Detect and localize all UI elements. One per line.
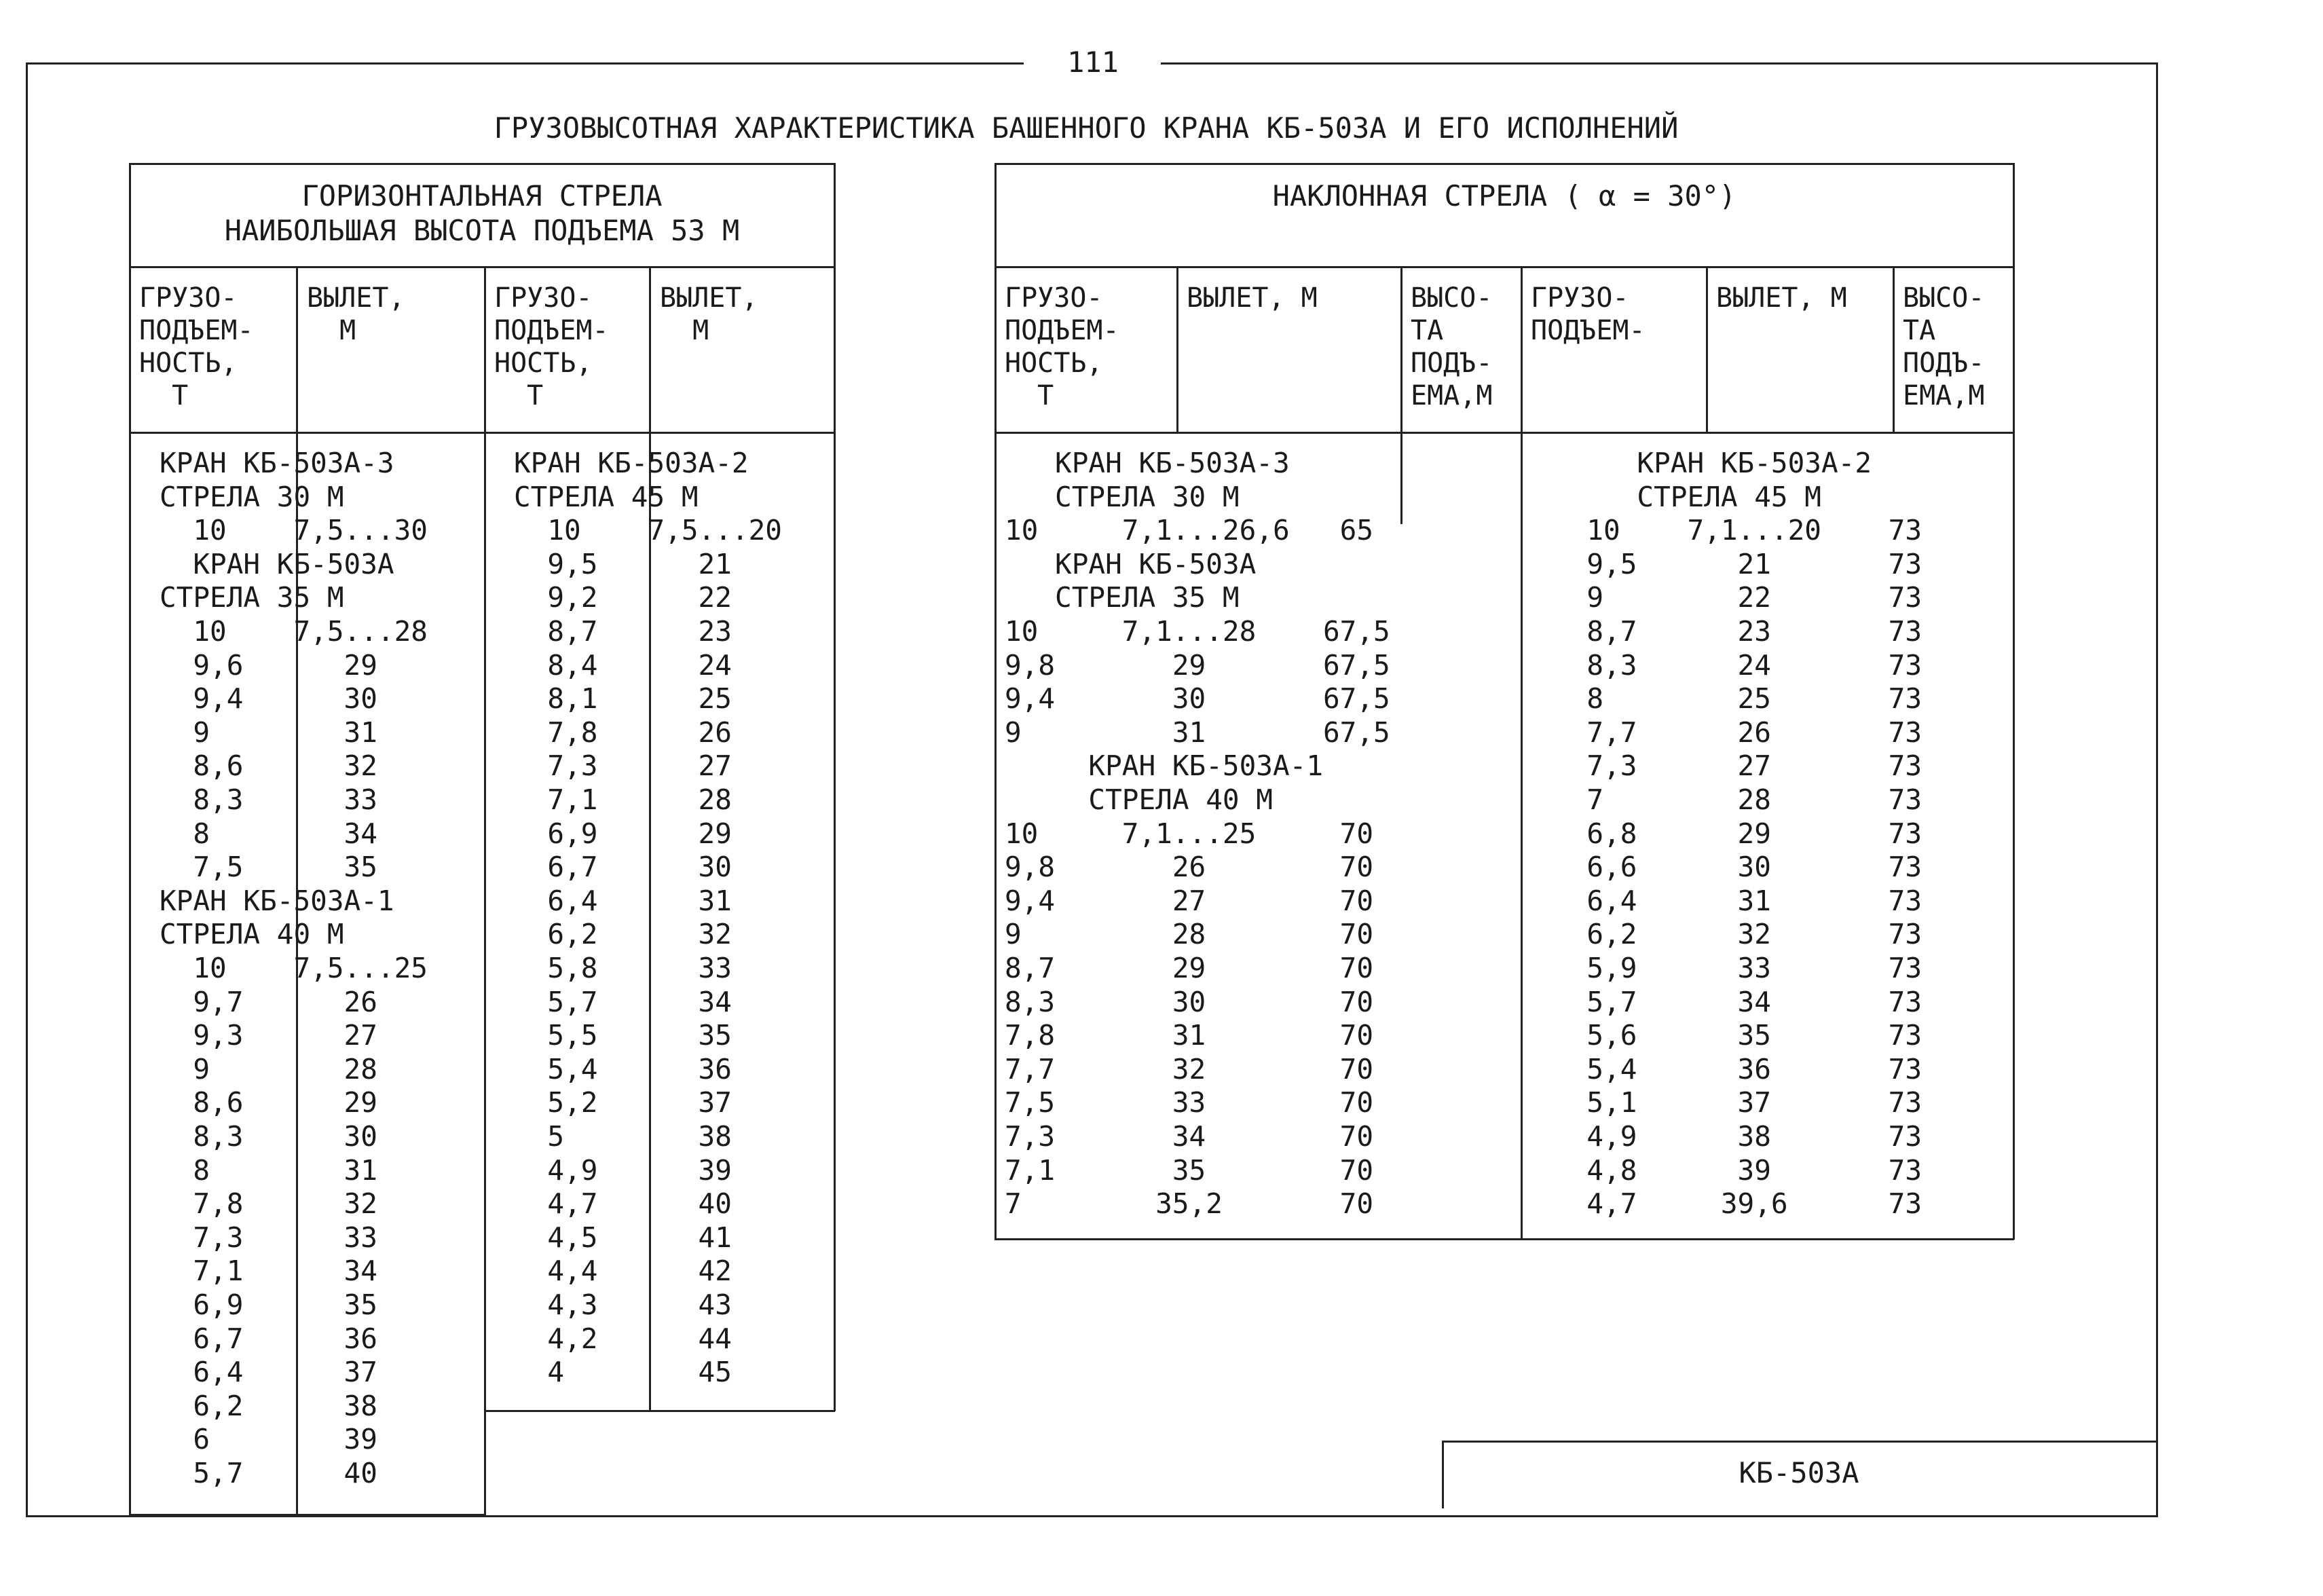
table-row: 4 45 (514, 1356, 732, 1389)
table-row: СТРЕЛА 30 М (160, 480, 344, 513)
table-row: 7,5 35 (160, 851, 377, 884)
table-row: 9,8 29 67,5 (1005, 648, 1390, 682)
header-reach: ВЫЛЕТ, М (1187, 282, 1318, 314)
table-row: 6,4 31 (514, 884, 732, 917)
table-row: КРАН КБ-503А-1 (1005, 749, 1323, 783)
table-row: 10 7,1...28 67,5 (1005, 615, 1390, 648)
table-row: 5,6 35 73 (1553, 1019, 1922, 1052)
table-row: 6,8 29 73 (1553, 817, 1922, 850)
table-row: 9 28 (160, 1052, 377, 1085)
table-row: 7,3 34 70 (1005, 1120, 1374, 1153)
table-row: 8,3 24 73 (1553, 648, 1922, 682)
table-row: 7,1 34 (160, 1255, 377, 1288)
table-row: СТРЕЛА 35 М (1005, 581, 1240, 614)
table-row: КРАН КБ-503А-2 (1553, 447, 1872, 479)
table-row: 10 7,5...30 (160, 514, 428, 547)
table-row: 5,4 36 73 (1553, 1052, 1922, 1085)
table-row: 6,7 30 (514, 851, 732, 884)
table-row: 8,1 25 (514, 682, 732, 716)
header-capacity: ГРУЗО- ПОДЪЕМ- НОСТЬ, Т (494, 282, 609, 411)
header-reach-2: ВЫЛЕТ, М (1716, 282, 1847, 314)
table-row: СТРЕЛА 40 М (1005, 783, 1273, 816)
header-capacity-2: ГРУЗО- ПОДЪЕМ- (1531, 282, 1646, 346)
table-row: 8,6 29 (160, 1086, 377, 1119)
table-row: 6,2 32 73 (1553, 918, 1922, 951)
table-row: 8,6 32 (160, 749, 377, 783)
table-row: КРАН КБ-503А-2 (514, 447, 749, 479)
table-row: 6,9 29 (514, 817, 732, 850)
table-row: 9 28 70 (1005, 918, 1374, 951)
table-row: 4,9 38 73 (1553, 1120, 1922, 1153)
table-row: 9 22 73 (1553, 581, 1922, 614)
table-row: 9,2 22 (514, 581, 732, 614)
table-row: СТРЕЛА 30 М (1005, 480, 1240, 513)
table-row: 6,9 35 (160, 1288, 377, 1321)
header-capacity: ГРУЗО- ПОДЪЕМ- НОСТЬ, Т (139, 282, 254, 411)
table-row: 4,5 41 (514, 1221, 732, 1254)
inclined-heading: НАКЛОННАЯ СТРЕЛА ( ⍺ = 30°) (1272, 179, 1736, 212)
table-row: 4,8 39 73 (1553, 1153, 1922, 1187)
header-reach: ВЫЛЕТ, М (307, 282, 405, 346)
table-row: 10 7,5...25 (160, 952, 428, 984)
table-row: 7,1 35 70 (1005, 1153, 1374, 1187)
table-row: 8,7 29 70 (1005, 952, 1374, 984)
table-row: 5,1 37 73 (1553, 1086, 1922, 1119)
table-row: 9 31 (160, 716, 377, 749)
header-capacity: ГРУЗО- ПОДЪЕМ- НОСТЬ, Т (1005, 282, 1119, 411)
table-row: 9,4 30 67,5 (1005, 682, 1390, 716)
table-row: КРАН КБ-503А (1005, 547, 1257, 580)
table-row: 7,1 28 (514, 783, 732, 816)
table-row: 6 39 (160, 1423, 377, 1456)
table-row: 9 31 67,5 (1005, 716, 1390, 749)
table-row: 10 7,1...20 73 (1553, 514, 1922, 547)
table-row: 5,7 34 (514, 985, 732, 1018)
table-row: СТРЕЛА 40 М (160, 918, 344, 951)
table-row: 8,3 30 (160, 1120, 377, 1153)
table-row: КРАН КБ-503А-3 (160, 447, 394, 479)
table-row: 8,4 24 (514, 648, 732, 682)
page-number: 111 (1067, 45, 1119, 79)
table-row: 5,7 34 73 (1553, 985, 1922, 1018)
table-row: 9,3 27 (160, 1019, 377, 1052)
table-row: 5,2 37 (514, 1086, 732, 1119)
table-row: СТРЕЛА 45 М (1553, 480, 1821, 513)
table-row: КРАН КБ-503А-1 (160, 884, 394, 917)
table-row: 7,5 33 70 (1005, 1086, 1374, 1119)
table-row: 8 31 (160, 1153, 377, 1187)
page-title: ГРУЗОВЫСОТНАЯ ХАРАКТЕРИСТИКА БАШЕННОГО КРАНА КБ-503А И ЕГО ИСПОЛНЕНИЙ (494, 111, 1679, 145)
table-row: 7,3 27 (514, 749, 732, 783)
table-row: 9,6 29 (160, 648, 377, 682)
table-row: 4,3 43 (514, 1288, 732, 1321)
table-row: 6,4 37 (160, 1356, 377, 1389)
table-row: 5,7 40 (160, 1457, 377, 1489)
table-row: 7,8 31 70 (1005, 1019, 1374, 1052)
table-row: 10 7,5...28 (160, 615, 428, 648)
table-row: КРАН КБ-503А-3 (1005, 447, 1290, 479)
header-reach: ВЫЛЕТ, М (660, 282, 758, 346)
table-row: 9,4 30 (160, 682, 377, 716)
table-row: 8 34 (160, 817, 377, 850)
table-row: 8,3 33 (160, 783, 377, 816)
table-row: 8,7 23 (514, 615, 732, 648)
table-row: 5,4 36 (514, 1052, 732, 1085)
table-row: 8 25 73 (1553, 682, 1922, 716)
table-row: 6,4 31 73 (1553, 884, 1922, 917)
table-row: 6,6 30 73 (1553, 851, 1922, 884)
table-row: 10 7,1...25 70 (1005, 817, 1374, 850)
table-row: 4,9 39 (514, 1153, 732, 1187)
table-row: 7,3 33 (160, 1221, 377, 1254)
table-row: 8,3 30 70 (1005, 985, 1374, 1018)
table-row: 5 38 (514, 1120, 732, 1153)
table-row: 7 28 73 (1553, 783, 1922, 816)
table-row: 4,2 44 (514, 1322, 732, 1355)
table-row: КРАН КБ-503А (160, 547, 394, 580)
table-row: 8,7 23 73 (1553, 615, 1922, 648)
table-row: 5,8 33 (514, 952, 732, 984)
table-row: 7,7 32 70 (1005, 1052, 1374, 1085)
stamp-label: КБ-503А (1739, 1456, 1859, 1489)
table-row: 9,8 26 70 (1005, 851, 1374, 884)
table-row: 9,5 21 73 (1553, 547, 1922, 580)
table-row: 5,9 33 73 (1553, 952, 1922, 984)
table-row: 10 7,5...20 (514, 514, 782, 547)
table-row: 4,4 42 (514, 1255, 732, 1288)
table-row: 5,5 35 (514, 1019, 732, 1052)
table-row: 6,7 36 (160, 1322, 377, 1355)
table-row: 9,4 27 70 (1005, 884, 1374, 917)
table-row: 9,7 26 (160, 985, 377, 1018)
table-row: 7 35,2 70 (1005, 1187, 1374, 1221)
horizontal-heading-line2: НАИБОЛЬШАЯ ВЫСОТА ПОДЪЕМА 53 М (224, 214, 740, 247)
table-row: 10 7,1...26,6 65 (1005, 514, 1374, 547)
table-row: 4,7 40 (514, 1187, 732, 1221)
table-row: 6,2 32 (514, 918, 732, 951)
header-height: ВЫСО- ТА ПОДЪ- ЕМА,М (1411, 282, 1493, 411)
table-row: СТРЕЛА 35 М (160, 581, 344, 614)
table-row: 4,7 39,6 73 (1553, 1187, 1922, 1221)
table-row: 7,7 26 73 (1553, 716, 1922, 749)
table-row: СТРЕЛА 45 М (514, 480, 699, 513)
table-row: 7,3 27 73 (1553, 749, 1922, 783)
table-row: 7,8 26 (514, 716, 732, 749)
table-row: 6,2 38 (160, 1389, 377, 1422)
table-row: 9,5 21 (514, 547, 732, 580)
table-row: 7,8 32 (160, 1187, 377, 1221)
header-height-2: ВЫСО- ТА ПОДЪ- ЕМА,М (1903, 282, 1985, 411)
horizontal-heading-line1: ГОРИЗОНТАЛЬНАЯ СТРЕЛА (301, 179, 663, 212)
